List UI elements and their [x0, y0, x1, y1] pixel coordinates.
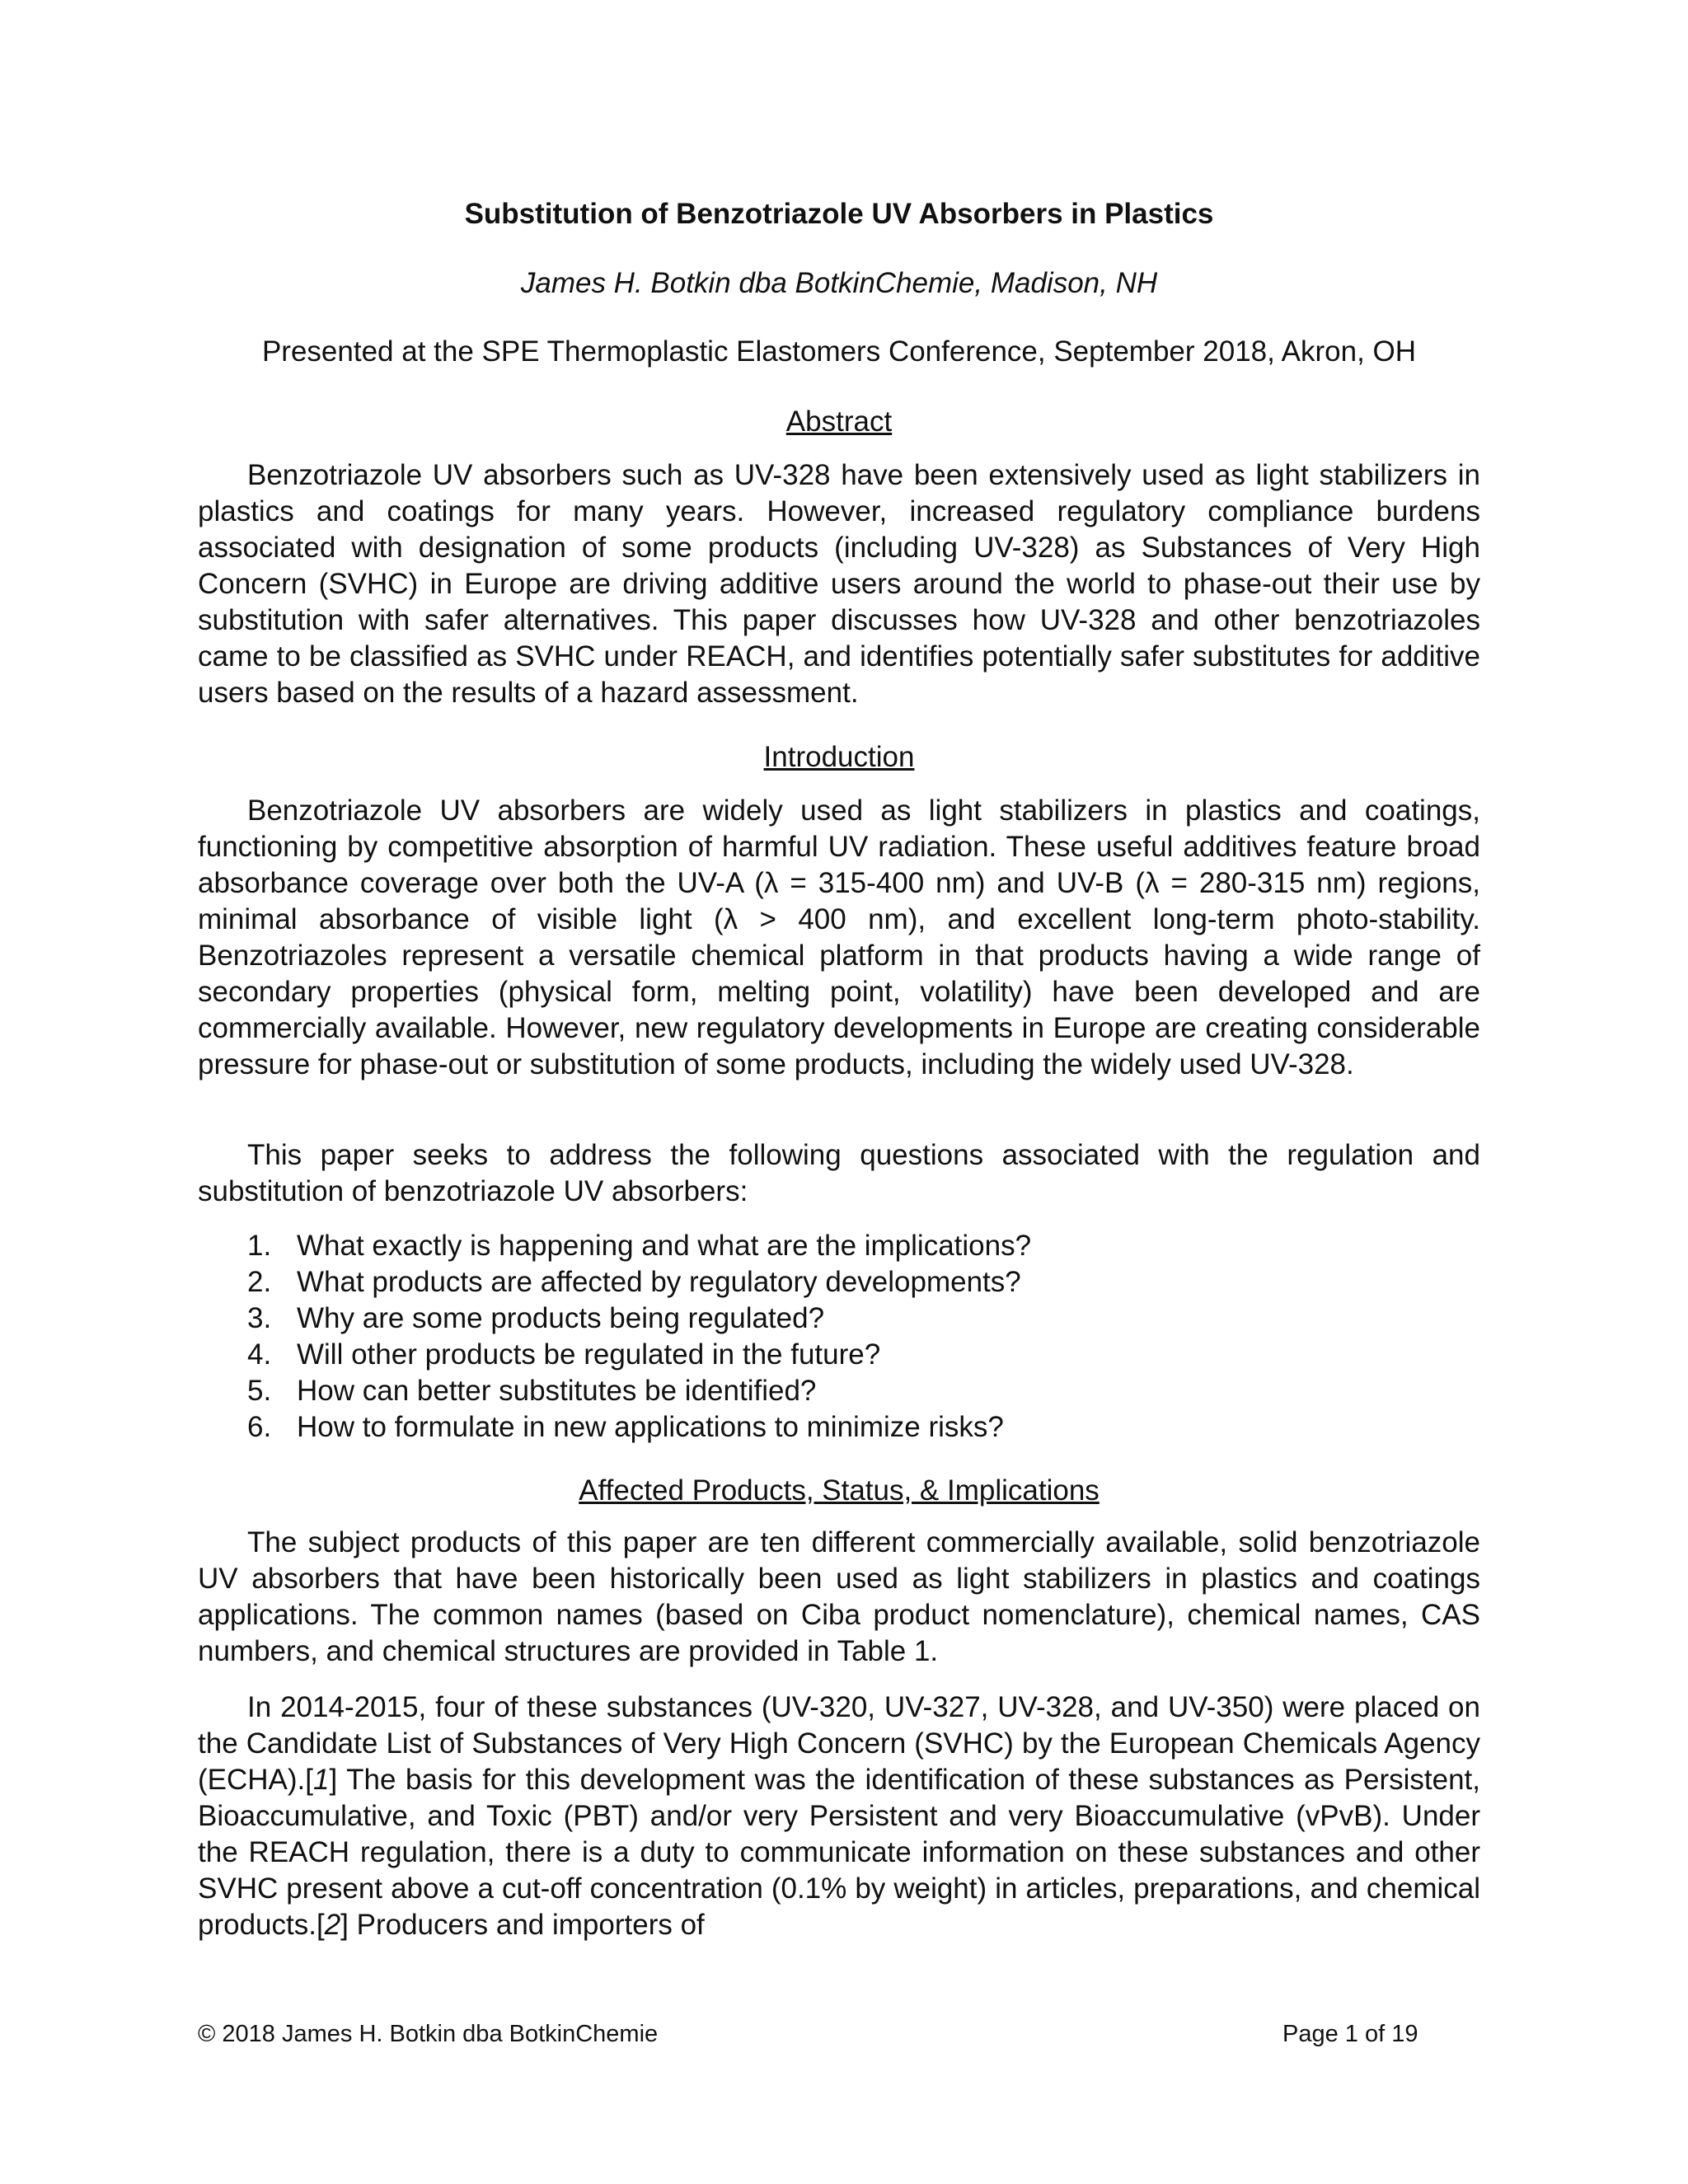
paper-page — [198, 0, 1480, 2184]
list-item-number: 6. — [247, 1411, 272, 1443]
affected-paragraph-2 — [198, 1690, 1480, 1943]
citation-ref-2[interactable]: 2 — [324, 1909, 341, 1941]
questions-list — [198, 1228, 1480, 1446]
paragraph-segment: ] Producers and importers of — [340, 1909, 705, 1941]
list-item — [198, 1373, 1480, 1409]
introduction-paragraph-1: Benzotriazole UV absorbers are widely used as light stabilizers in plastics and coatings, functioning by competitive absorption of harmful UV radiation. These useful additives feature broad absorbance coverage over both the UV-A (λ = 315-400 nm) and UV-B (λ = 280-315 nm) regions, minimal absorbance of visible light (λ > 400 nm), and excellent long-term photo-stability. Benzotriazoles represent a versatile chemical platform in that products having a wide range of secondary properties (physical form, melting point, volatility) have been developed and are commercially available. However, new regulatory developments in Europe are creating considerable pressure for phase-out or substitution of some products, including the widely used UV-328. — [198, 794, 1480, 1080]
list-item — [198, 1409, 1480, 1446]
paper-title: Substitution of Benzotriazole UV Absorbers in Plastics — [464, 198, 1214, 230]
list-item-text: What products are affected by regulatory developments? — [297, 1266, 1021, 1298]
list-item-number: 2. — [247, 1266, 272, 1298]
list-item — [198, 1264, 1480, 1301]
list-item-text: Will other products be regulated in the future? — [297, 1338, 881, 1371]
footer-copyright: © 2018 James H. Botkin dba BotkinChemie — [198, 2021, 659, 2047]
list-item-number: 5. — [247, 1375, 272, 1407]
page-number: Page 1 of 19 — [1282, 2021, 1418, 2047]
list-item-text: How can better substitutes be identified? — [297, 1375, 817, 1407]
abstract-heading: Abstract — [785, 405, 893, 438]
author-line: James H. Botkin dba BotkinChemie, Madison, NH — [520, 267, 1158, 299]
list-item — [198, 1337, 1480, 1373]
list-item-text: Why are some products being regulated? — [297, 1302, 825, 1334]
affected-paragraph-1: The subject products of this paper are ten different commercially available, solid benzotriazole UV absorbers that have been historically been used as light stabilizers in plastics and coatings applications. The common names (based on Ciba product nomenclature), chemical names, CAS numbers, and chemical structures are provided in Table 1. — [198, 1526, 1480, 1667]
list-item-number: 3. — [247, 1302, 272, 1334]
list-item — [198, 1228, 1480, 1264]
affected-products-heading: Affected Products, Status, & Implications — [579, 1474, 1100, 1507]
list-item-number: 1. — [247, 1230, 272, 1262]
venue-line: Presented at the SPE Thermoplastic Elastomers Conference, September 2018, Akron, OH — [261, 335, 1417, 368]
paragraph-segment: In 2014-2015, four of these substances (UV-320, UV-327, UV-328, and UV-350) were placed on the Candidate List of Substances of Very High Concern (SVHC) by the European Chemicals Agency (ECHA).[ — [198, 1691, 1480, 1796]
list-item — [198, 1301, 1480, 1337]
list-item-number: 4. — [247, 1338, 272, 1371]
list-item-text: How to formulate in new applications to minimize risks? — [297, 1411, 1004, 1443]
citation-ref-1[interactable]: 1 — [313, 1764, 330, 1796]
introduction-paragraph-2: This paper seeks to address the following questions associated with the regulation and substitution of benzotriazole UV absorbers: — [198, 1139, 1480, 1207]
abstract-text: Benzotriazole UV absorbers such as UV-328 have been extensively used as light stabilizers in plastics and coatings for many years. However, increased regulatory compliance burdens associated with designation of some products (including UV-328) as Substances of Very High Concern (SVHC) in Europe are driving additive users around the world to phase-out their use by substitution with safer alternatives. This paper discusses how UV-328 and other benzotriazoles came to be classified as SVHC under REACH, and identifies potentially safer substitutes for additive users based on the results of a hazard assessment. — [198, 459, 1480, 709]
list-item-text: What exactly is happening and what are the implications? — [297, 1230, 1032, 1262]
introduction-heading: Introduction — [763, 741, 915, 773]
paragraph-segment: ] The basis for this development was the identification of these substances as Persistent, Bioaccumulative, and Toxic (PBT) and/or very Persistent and very Bioaccumulative (vPvB). Under the REACH regulation, there is a duty to communicate information on these substances and other SVHC present above a cut-off concentration (0.1% by weight) in articles, preparations, and chemical products.[ — [198, 1764, 1480, 1941]
